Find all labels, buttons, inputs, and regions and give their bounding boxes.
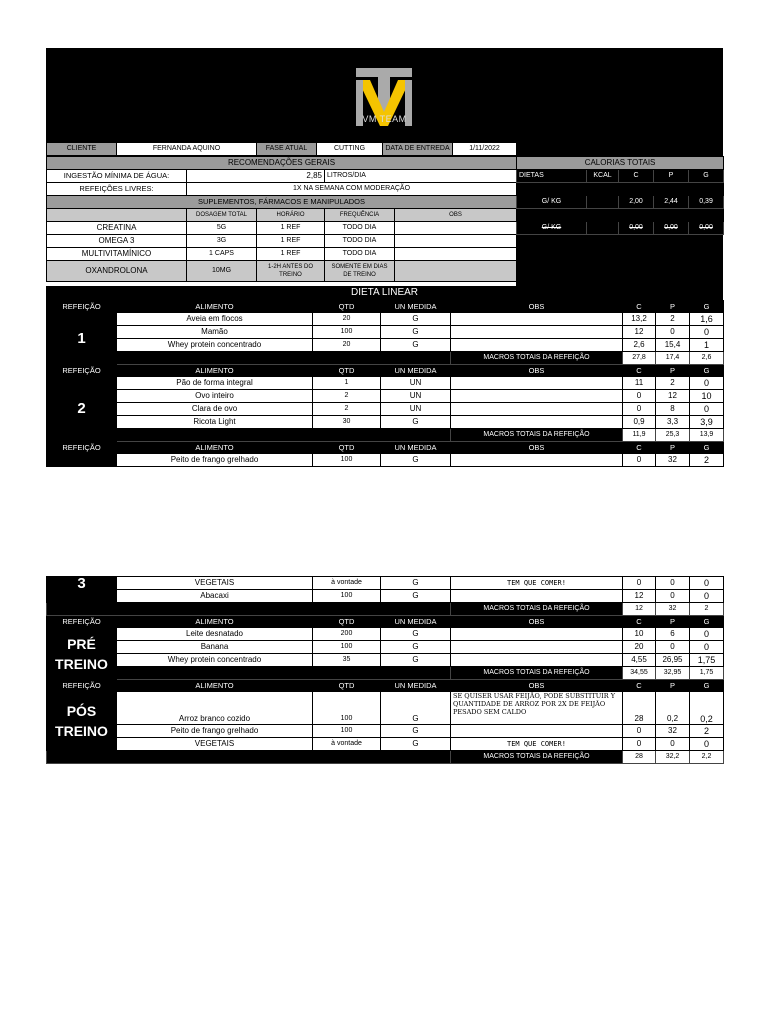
meal-label-1: 1: [47, 313, 117, 365]
food-g: 0: [690, 738, 724, 751]
meals-table-1: [46, 300, 724, 467]
food-obs: [451, 590, 623, 603]
recommendations-title: RECOMENDAÇÕES GERAIS: [47, 157, 517, 170]
food-g: 0,2: [690, 692, 724, 725]
total-g: 13,9: [690, 429, 724, 442]
col-refeicao: REFEIÇÃO: [47, 616, 117, 628]
col-c: C: [623, 365, 656, 377]
cal-row-p: 0: [654, 209, 689, 222]
food-qtd: à vontade: [313, 577, 381, 590]
fase-value: CUTTING: [317, 143, 383, 156]
food-c: 0: [623, 403, 656, 416]
supplement-freq: TODO DIA: [325, 235, 395, 248]
food-obs: [451, 377, 623, 390]
col-alimento: ALIMENTO: [117, 365, 313, 377]
col-alimento: ALIMENTO: [117, 301, 313, 313]
food-qtd: 100: [313, 590, 381, 603]
data-value: 1/11/2022: [453, 143, 517, 156]
macros-total-label: MACROS TOTAIS DA REFEIÇÃO: [451, 352, 623, 365]
total-g: 2,6: [690, 352, 724, 365]
food-p: 2: [656, 313, 690, 326]
food-un: G: [381, 454, 451, 467]
supp-header-obs: OBS: [395, 209, 517, 222]
meal-label-2: 2: [47, 377, 117, 442]
food-c: 11: [623, 377, 656, 390]
col-c: C: [623, 616, 656, 628]
col-p: P: [656, 301, 690, 313]
food-p: 15,4: [656, 339, 690, 352]
food-row: [47, 590, 724, 603]
food-un: G: [381, 738, 451, 751]
food-row: [47, 313, 724, 326]
food-qtd: 100: [313, 692, 381, 725]
food-obs: [451, 641, 623, 654]
calories-title: CALORIAS TOTAIS: [517, 157, 724, 170]
agua-label: INGESTÃO MÍNIMA DE ÁGUA:: [47, 170, 187, 183]
food-g: 0: [690, 403, 724, 416]
col-qtd: QTD: [313, 616, 381, 628]
col-g: G: [690, 365, 724, 377]
food-row: [47, 628, 724, 641]
header-banner: [46, 48, 723, 142]
cal-row-c: 114: [619, 183, 654, 196]
food-un: UN: [381, 403, 451, 416]
food-p: 0: [656, 738, 690, 751]
food-name: Ricota Light: [117, 416, 313, 429]
food-obs: SE QUISER USAR FEIJÃO, PODE SUBSTITUIR Y QUANTIDADE DE ARROZ POR 2X DE FEIJÃO PESADO SEM CALDO: [451, 692, 623, 725]
food-un: G: [381, 725, 451, 738]
total-p: 32,95: [656, 667, 690, 680]
col-obs: OBS: [451, 680, 623, 692]
food-un: G: [381, 313, 451, 326]
supp-header-name: [47, 209, 187, 222]
food-g: 1,6: [690, 313, 724, 326]
col-p: P: [656, 616, 690, 628]
food-p: 6: [656, 628, 690, 641]
col-un: UN MEDIDA: [381, 616, 451, 628]
total-c: 27,8: [623, 352, 656, 365]
food-qtd: 1: [313, 377, 381, 390]
cal-row-c: 0: [619, 209, 654, 222]
supplement-obs: [395, 235, 517, 248]
food-c: 4,55: [623, 654, 656, 667]
supplement-row: [47, 261, 517, 282]
livres-label: REFEIÇÕES LIVRES:: [47, 183, 187, 196]
cliente-label: CLIENTE: [47, 143, 117, 156]
food-name: Peito de frango grelhado: [117, 725, 313, 738]
col-un: UN MEDIDA: [381, 442, 451, 454]
data-label: DATA DE ENTREDA: [383, 143, 453, 156]
supplements-title: SUPLEMENTOS, FÁRMACOS E MANIPULADOS: [47, 196, 517, 209]
food-row: [47, 692, 724, 725]
pos-label-1: PÓS: [66, 703, 97, 719]
food-p: 8: [656, 403, 690, 416]
food-name: Leite desnatado: [117, 628, 313, 641]
food-g: 0: [690, 641, 724, 654]
col-obs: OBS: [451, 616, 623, 628]
food-un: UN: [381, 377, 451, 390]
food-row: [47, 577, 724, 590]
food-row: [47, 654, 724, 667]
food-g: 0: [690, 577, 724, 590]
food-g: 0: [690, 628, 724, 641]
cal-row-kcal: 1210: [587, 183, 619, 196]
food-name: Abacaxi: [117, 590, 313, 603]
col-g: G: [690, 616, 724, 628]
food-p: 0: [656, 641, 690, 654]
col-refeicao: REFEIÇÃO: [47, 680, 117, 692]
diet-title: DIETA LINEAR: [46, 286, 723, 300]
food-un: G: [381, 641, 451, 654]
food-name: Banana: [117, 641, 313, 654]
cal-row-label: DIETA 2: [517, 209, 587, 222]
meal-totals-row: [47, 667, 724, 680]
col-un: UN MEDIDA: [381, 301, 451, 313]
food-c: 0: [623, 738, 656, 751]
macros-total-label: MACROS TOTAIS DA REFEIÇÃO: [451, 667, 623, 680]
col-c: C: [623, 680, 656, 692]
food-c: 13,2: [623, 313, 656, 326]
supplement-dose: 3G: [187, 235, 257, 248]
meal-totals-row: [47, 429, 724, 442]
food-qtd: 100: [313, 725, 381, 738]
food-un: G: [381, 654, 451, 667]
food-row: [47, 738, 724, 751]
col-p: P: [656, 680, 690, 692]
supplement-horario: 1-2H ANTES DO TREINO: [257, 261, 325, 282]
food-name: VEGETAIS: [117, 738, 313, 751]
food-qtd: 20: [313, 313, 381, 326]
food-qtd: 100: [313, 454, 381, 467]
food-name: Whey protein concentrado: [117, 339, 313, 352]
food-g: 0: [690, 326, 724, 339]
food-row: [47, 641, 724, 654]
supplement-freq: SOMENTE EM DIAS DE TREINO: [325, 261, 395, 282]
food-c: 0: [623, 454, 656, 467]
cal-row-c: 2,00: [619, 196, 654, 209]
food-p: 32: [656, 454, 690, 467]
fase-label: FASE ATUAL: [257, 143, 317, 156]
col-alimento: ALIMENTO: [117, 680, 313, 692]
food-row: [47, 403, 724, 416]
food-p: 0,2: [656, 692, 690, 725]
cliente-value: FERNANDA AQUINO: [117, 143, 257, 156]
food-name: Pão de forma integral: [117, 377, 313, 390]
food-obs: [451, 654, 623, 667]
food-un: G: [381, 577, 451, 590]
food-qtd: 2: [313, 403, 381, 416]
food-un: G: [381, 628, 451, 641]
food-c: 0: [623, 577, 656, 590]
col-c: C: [623, 442, 656, 454]
food-c: 0: [623, 390, 656, 403]
col-p: P: [656, 442, 690, 454]
col-refeicao: REFEIÇÃO: [47, 301, 117, 313]
recommendations-table: [46, 156, 517, 282]
food-qtd: 100: [313, 641, 381, 654]
col-alimento: ALIMENTO: [117, 616, 313, 628]
total-g: 2: [690, 603, 724, 616]
meal-totals-row: [47, 352, 724, 365]
food-name: Ovo inteiro: [117, 390, 313, 403]
pos-label-2: TREINO: [55, 723, 108, 739]
vm-team-logo: [356, 68, 412, 142]
meal-label-pos: [47, 692, 117, 751]
food-p: 26,95: [656, 654, 690, 667]
food-obs: TEM QUE COMER!: [451, 738, 623, 751]
food-p: 0: [656, 326, 690, 339]
food-obs: [451, 339, 623, 352]
calories-panel: [516, 142, 723, 286]
col-qtd: QTD: [313, 365, 381, 377]
cal-row-label: DIETA LINEAR: [517, 183, 587, 196]
food-name: Mamão: [117, 326, 313, 339]
food-qtd: 100: [313, 326, 381, 339]
food-row: [47, 339, 724, 352]
supplement-dose: 1 CAPS: [187, 248, 257, 261]
meal-label-3: 3: [47, 577, 117, 603]
cal-row-g: 0,39: [689, 196, 724, 209]
meal-label-pre: [47, 628, 117, 680]
meal-totals-row: [47, 751, 724, 764]
food-g: 2: [690, 454, 724, 467]
cal-row-label: G/ KG: [517, 222, 587, 235]
supplement-dose: 5G: [187, 222, 257, 235]
macros-total-label: MACROS TOTAIS DA REFEIÇÃO: [451, 603, 623, 616]
food-g: 1,75: [690, 654, 724, 667]
food-c: 2,6: [623, 339, 656, 352]
food-obs: [451, 628, 623, 641]
supplement-dose: 10MG: [187, 261, 257, 282]
food-obs: [451, 454, 623, 467]
food-p: 3,3: [656, 416, 690, 429]
food-un: G: [381, 590, 451, 603]
food-c: 12: [623, 590, 656, 603]
supplement-freq: TODO DIA: [325, 222, 395, 235]
food-g: 0: [690, 590, 724, 603]
total-p: 17,4: [656, 352, 690, 365]
food-name: Clara de ovo: [117, 403, 313, 416]
food-qtd: 2: [313, 390, 381, 403]
food-row: [47, 454, 724, 467]
col-qtd: QTD: [313, 680, 381, 692]
col-g: G: [690, 680, 724, 692]
pre-label-1: PRÉ: [67, 635, 96, 652]
meals-table-2: [46, 576, 724, 764]
food-p: 12: [656, 390, 690, 403]
col-g: G: [690, 442, 724, 454]
cal-header-c: C: [619, 170, 654, 183]
food-g: 2: [690, 725, 724, 738]
food-row: [47, 416, 724, 429]
cal-row-kcal: 0: [587, 209, 619, 222]
col-refeicao: REFEIÇÃO: [47, 442, 117, 454]
food-g: 3,9: [690, 416, 724, 429]
food-qtd: 200: [313, 628, 381, 641]
client-info-table: [46, 142, 517, 156]
meal-totals-row: [47, 603, 724, 616]
food-qtd: 30: [313, 416, 381, 429]
supplement-row: [47, 248, 517, 261]
food-obs: TEM QUE COMER!: [451, 577, 623, 590]
col-p: P: [656, 365, 690, 377]
col-obs: OBS: [451, 442, 623, 454]
food-qtd: 35: [313, 654, 381, 667]
supplement-horario: 1 REF: [257, 235, 325, 248]
cal-header-g: G: [689, 170, 724, 183]
food-un: G: [381, 692, 451, 725]
food-p: 0: [656, 590, 690, 603]
agua-unit: LITROS/DIA: [325, 170, 517, 183]
cal-header-kcal: KCAL: [587, 170, 619, 183]
col-refeicao: REFEIÇÃO: [47, 365, 117, 377]
cal-row-kcal: [587, 222, 619, 235]
total-g: 2,2: [690, 751, 724, 764]
supplement-row: [47, 235, 517, 248]
livres-value: 1X NA SEMANA COM MODERAÇÃO: [187, 183, 517, 196]
col-c: C: [623, 301, 656, 313]
cal-row-kcal: [587, 196, 619, 209]
macros-total-label: MACROS TOTAIS DA REFEIÇÃO: [451, 751, 623, 764]
agua-value: 2,85: [187, 170, 325, 183]
cal-row-p: 0,00: [654, 222, 689, 235]
total-c: 28: [623, 751, 656, 764]
food-c: 0: [623, 725, 656, 738]
food-g: 10: [690, 390, 724, 403]
food-c: 10: [623, 628, 656, 641]
food-un: G: [381, 416, 451, 429]
food-un: G: [381, 339, 451, 352]
supp-header-dose: DOSAGEM TOTAL: [187, 209, 257, 222]
food-p: 32: [656, 725, 690, 738]
col-qtd: QTD: [313, 301, 381, 313]
cal-header-dietas: DIETAS: [517, 170, 587, 183]
total-g: 1,75: [690, 667, 724, 680]
food-row: [47, 390, 724, 403]
col-qtd: QTD: [313, 442, 381, 454]
food-obs: [451, 725, 623, 738]
cal-row-label: G/ KG: [517, 196, 587, 209]
total-c: 34,55: [623, 667, 656, 680]
food-obs: [451, 390, 623, 403]
food-row: [47, 725, 724, 738]
col-g: G: [690, 301, 724, 313]
food-name: Peito de frango grelhado: [117, 454, 313, 467]
food-c: 28: [623, 692, 656, 725]
col-un: UN MEDIDA: [381, 365, 451, 377]
food-qtd: 20: [313, 339, 381, 352]
food-obs: [451, 313, 623, 326]
total-p: 32: [656, 603, 690, 616]
supplement-horario: 1 REF: [257, 222, 325, 235]
cal-row-p: 2,44: [654, 196, 689, 209]
supplement-obs: [395, 261, 517, 282]
cal-row-g: 0,00: [689, 222, 724, 235]
food-name: Aveia em flocos: [117, 313, 313, 326]
supplement-horario: 1 REF: [257, 248, 325, 261]
supplement-name: MULTIVITAMÍNICO: [47, 248, 187, 261]
supplement-name: CREATINA: [47, 222, 187, 235]
col-obs: OBS: [451, 365, 623, 377]
supp-header-horario: HORÁRIO: [257, 209, 325, 222]
cal-row-p: 139: [654, 183, 689, 196]
food-g: 1: [690, 339, 724, 352]
food-un: G: [381, 326, 451, 339]
cal-row-g: 0: [689, 209, 724, 222]
food-name: Arroz branco cozido: [117, 692, 313, 725]
food-g: 0: [690, 377, 724, 390]
supplement-row: [47, 222, 517, 235]
logo-text: VM TEAM: [362, 114, 407, 124]
total-c: 11,9: [623, 429, 656, 442]
supplement-obs: [395, 222, 517, 235]
food-name: Whey protein concentrado: [117, 654, 313, 667]
total-p: 32,2: [656, 751, 690, 764]
col-obs: OBS: [451, 301, 623, 313]
macros-total-label: MACROS TOTAIS DA REFEIÇÃO: [451, 429, 623, 442]
supp-header-freq: FREQUÊNCIA: [325, 209, 395, 222]
supplement-name: OXANDROLONA: [47, 261, 187, 282]
pre-label-2: TREINO: [55, 655, 108, 672]
cal-row-g: 22: [689, 183, 724, 196]
food-c: 0,9: [623, 416, 656, 429]
col-un: UN MEDIDA: [381, 680, 451, 692]
total-p: 25,3: [656, 429, 690, 442]
food-c: 20: [623, 641, 656, 654]
summary-section: [46, 142, 723, 286]
food-obs: [451, 403, 623, 416]
food-obs: [451, 416, 623, 429]
col-alimento: ALIMENTO: [117, 442, 313, 454]
food-un: UN: [381, 390, 451, 403]
food-c: 12: [623, 326, 656, 339]
food-row: [47, 326, 724, 339]
food-obs: [451, 326, 623, 339]
supplement-obs: [395, 248, 517, 261]
diet-sheet: [46, 48, 723, 764]
food-name: VEGETAIS: [117, 577, 313, 590]
calories-table: [516, 156, 724, 235]
food-p: 2: [656, 377, 690, 390]
supplement-name: OMEGA 3: [47, 235, 187, 248]
total-c: 12: [623, 603, 656, 616]
supplement-freq: TODO DIA: [325, 248, 395, 261]
food-qtd: à vontade: [313, 738, 381, 751]
food-row: [47, 377, 724, 390]
food-p: 0: [656, 577, 690, 590]
cal-row-c: 0,00: [619, 222, 654, 235]
cal-header-p: P: [654, 170, 689, 183]
